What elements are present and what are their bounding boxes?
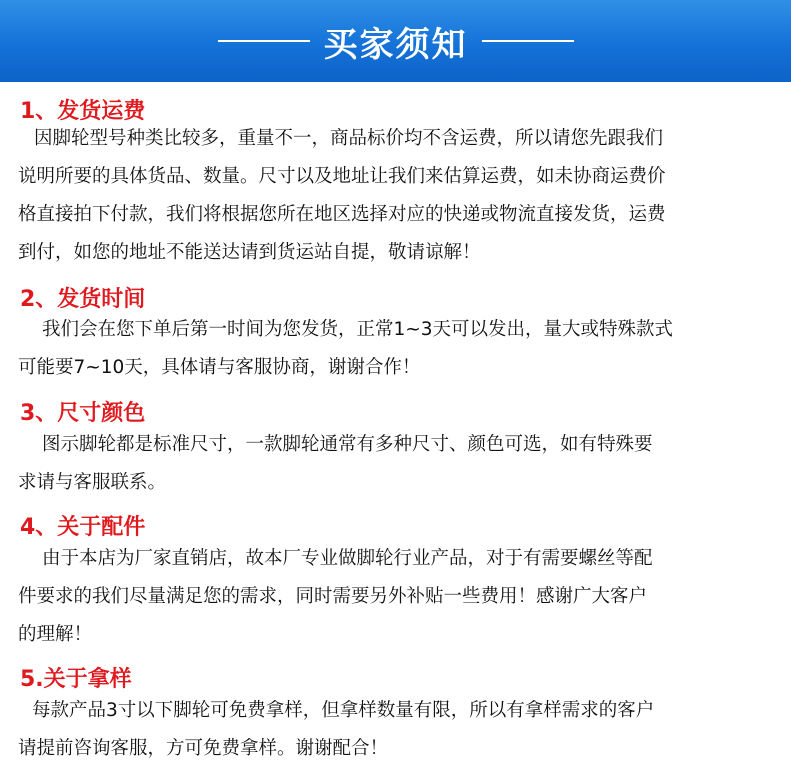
section-1-body: [18, 120, 788, 272]
page-title: 买家须知: [323, 24, 468, 65]
section-4-title: 4、关于配件: [20, 515, 146, 540]
section-2-body: [18, 311, 788, 387]
section-3-line-2: 求请与客服联系。: [18, 472, 167, 493]
section-3-title: 3、尺寸颜色: [20, 401, 146, 426]
section-5-body: [18, 692, 788, 768]
section-1-title: 1、发货运费: [20, 99, 146, 124]
section-2-line-1: 我们会在您下单后第一时间为您发货，正常1~3天可以发出，量大或特殊款式: [42, 319, 674, 340]
banner-left-line: [218, 40, 310, 42]
section-1-line-4: 到付，如您的地址不能送达请到货运站自提，敬请谅解！: [18, 242, 481, 263]
banner-right-line: [482, 40, 574, 42]
section-1-line-1: 因脚轮型号种类比较多，重量不一，商品标价均不含运费，所以请您先跟我们: [34, 128, 664, 149]
section-1-line-2: 说明所要的具体货品、数量。尺寸以及地址让我们来估算运费，如未协商运费价: [18, 166, 666, 187]
section-4-line-3: 的理解！: [18, 624, 93, 645]
section-4-line-1: 由于本店为厂家直销店，故本厂专业做脚轮行业产品，对于有需要螺丝等配: [42, 548, 653, 569]
section-3-body: [18, 426, 788, 502]
section-1-line-3: 格直接拍下付款，我们将根据您所在地区选择对应的快递或物流直接发货，运费: [18, 204, 666, 225]
section-5-title: 5.关于拿样: [20, 667, 132, 692]
header-banner: [0, 0, 791, 82]
section-2-line-2: 可能要7~10天，具体请与客服协商，谢谢合作！: [18, 357, 421, 378]
section-3-line-1: 图示脚轮都是标准尺寸，一款脚轮通常有多种尺寸、颜色可选，如有特殊要: [42, 434, 653, 455]
section-4-line-2: 件要求的我们尽量满足您的需求，同时需要另外补贴一些费用！感谢广大客户: [18, 586, 648, 607]
section-4-body: [18, 540, 788, 654]
section-5-line-2: 请提前咨询客服，方可免费拿样。谢谢配合！: [18, 738, 389, 759]
section-5-line-1: 每款产品3寸以下脚轮可免费拿样，但拿样数量有限，所以有拿样需求的客户: [32, 700, 655, 721]
section-2-title: 2、发货时间: [20, 287, 146, 312]
